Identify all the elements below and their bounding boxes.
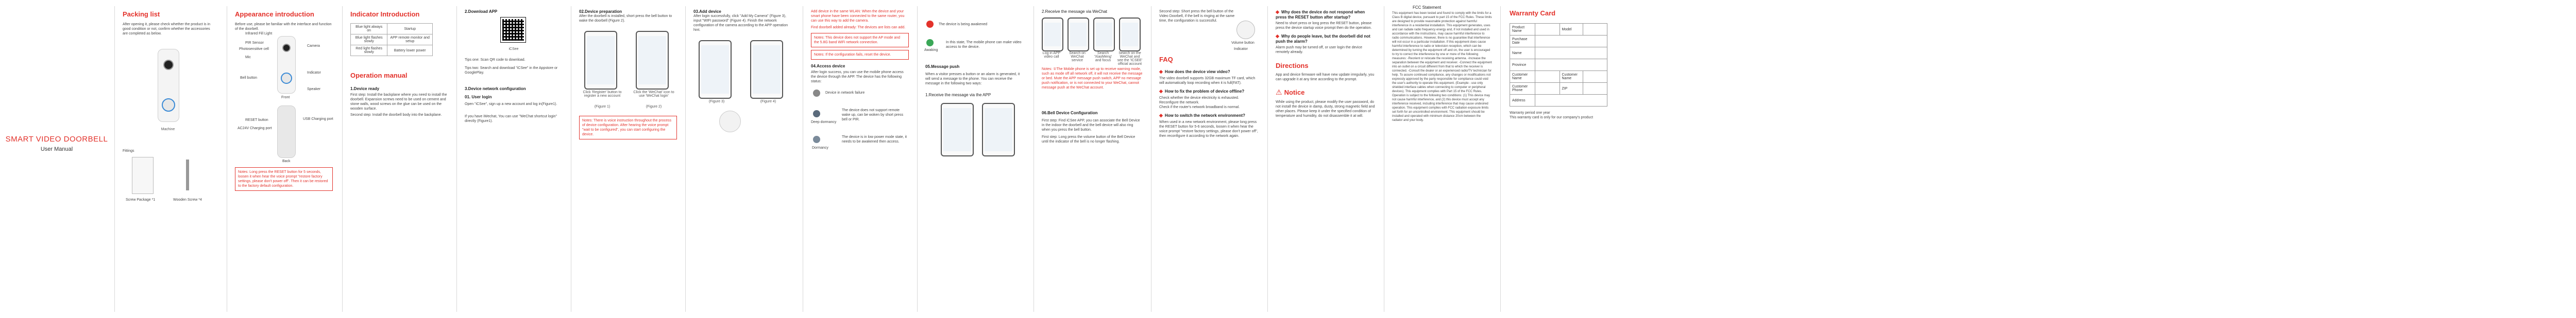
faq-q1: ◆ How does the device view video? — [1159, 69, 1230, 74]
indicator-meaning: APP remote monitor and setup — [387, 34, 433, 45]
appearance-title: Appearance introduction — [235, 10, 314, 18]
table-row — [1510, 59, 1607, 71]
wechat-caption: Click the 'WeChat' icon to use 'WeChat login' — [633, 91, 674, 98]
directions-title: Directions — [1276, 62, 1309, 69]
row-label: Name — [1510, 47, 1535, 59]
find-doorbell-note: Find doorbell added already: The devices are lists can add. — [811, 26, 906, 29]
bell-button-icon — [162, 98, 175, 112]
bell-button-icon — [281, 73, 292, 84]
cover-subtitle: User Manual — [40, 146, 73, 152]
figure-3-label: (Figure 3) — [708, 100, 725, 103]
wechat-caption-d: Search on the WeChat and see the 'ICSEE' official account — [1117, 51, 1143, 66]
zip-label: ZIP — [1560, 83, 1583, 95]
directions-panel — [1270, 0, 1381, 318]
table-row — [351, 34, 433, 45]
prep-notice: Notes: There is voice instruction throughout the process of device configuration. After hearing the voice prompt "wait to be configured", you can start configuring the device. — [579, 116, 677, 139]
appearance-panel — [230, 0, 338, 318]
camera-lens-icon — [282, 44, 291, 52]
faq-title: FAQ — [1159, 56, 1173, 63]
tip-two: Tips two: Search and download "iCSee" in the Appstore or GooglePlay. — [465, 66, 558, 75]
faq-a3: When used in a new network environment, please long press the RESET button for 5-6 seconds, loosen it when hear the voice prompt "restore factory settings, please don't power off", then reconfigure it according to the network again. — [1159, 120, 1258, 138]
operation-title: Operation manual — [350, 72, 408, 79]
faq-a5: Alarm push may be turned off, or user login the device remotely already. — [1276, 46, 1362, 54]
faq-a1: The video doorbell supports 32GB maximum TF card, which will automatically loop recording when it is full(FAT). — [1159, 77, 1256, 85]
row-label: Customer Name — [1510, 71, 1535, 83]
bell-indicator-label: Indicator — [1234, 47, 1248, 51]
pir-label: PIR Sensor — [245, 41, 264, 45]
photo-label: Photosensitive cell — [239, 47, 269, 51]
screw-package-label: Screw Package *1 — [126, 198, 156, 202]
step1-text: First step: Install the backplane where you need to install the doorbell. Expansion screws need to be used on cement and stone walls, wood screws on the glue can be used on the wooden surface. — [350, 93, 447, 111]
reset-notice: Notes: Long press the RESET button for 5 seconds, loosen it when hear the voice prompt "restore factory settings, please don't power off". Then it can be restored to the factory default configuration. — [235, 167, 333, 191]
model-label: Model — [1560, 24, 1583, 36]
prep-panel — [574, 0, 682, 318]
table-row — [1510, 24, 1607, 36]
step1-title: 1.Device ready — [350, 86, 380, 91]
fittings-label: Fittings — [123, 149, 134, 153]
register-caption: Click 'Register' button to register a new account — [583, 91, 622, 98]
packing-text: After opening it, please check whether the product is in good condition or not, confirm whether the accessories are completed as below. — [123, 23, 211, 36]
tip-one: Tips one: Scan QR code to download. — [465, 58, 526, 62]
prep-text: After the doorbell is installed, short press the bell button to wake the doorbell (Figure 2). — [579, 14, 672, 23]
divider — [1033, 6, 1034, 312]
phone-wechat-screen — [636, 31, 669, 90]
indicator-state: Blue light flashes slowly — [351, 34, 387, 45]
faq-a2b: Reconfigure the network. — [1159, 101, 1199, 104]
customer-label: Customer Name — [1560, 71, 1583, 83]
step1-text2: Second step: Install the doorbell body into the backplane. — [350, 113, 442, 117]
dormancy-text: The device is in low power mode state, it needs to be awakened then access. — [842, 135, 907, 144]
awaking-text: In this state, The mobile phone can make video access to the device. — [946, 41, 1022, 49]
row-label: Product Name — [1510, 24, 1535, 36]
warranty-title: Warranty Card — [1510, 9, 1556, 17]
speaker-label: Speaker — [307, 87, 321, 91]
qr-code — [501, 17, 526, 42]
ap-mode-notice: Notes: This device does not support the AP mode and the 5.8G band WiFi network connection. — [811, 33, 909, 47]
doorbell-back-image — [277, 105, 296, 158]
access-text: After login success, you can use the mobile phone access the device through the APP. The device has the following status: — [811, 70, 904, 83]
network-failure-label: Device in network failure — [825, 91, 865, 95]
awaking-icon — [926, 39, 934, 46]
download-title: 2.Download APP — [465, 9, 498, 14]
doorbell-front-image — [277, 36, 296, 94]
wechat-panel — [1037, 0, 1148, 318]
packing-panel — [116, 0, 219, 318]
divider — [917, 6, 918, 312]
cover-panel — [0, 0, 113, 318]
message-panel — [920, 0, 1030, 318]
divider — [342, 6, 343, 312]
ac-label: AC24V Charging port — [238, 127, 272, 130]
faq-a2c: Check if the router's network broadband is normal. — [1159, 105, 1240, 109]
warranty-footer-1: Warranty period one year — [1510, 111, 1550, 115]
phone-wechat-a — [1042, 17, 1063, 51]
wechat-caption-c: Search 'XiaoMeng' and focus — [1094, 51, 1112, 62]
doorbell-machine-image — [158, 49, 179, 122]
app-name: iCSee — [509, 47, 519, 51]
faq-q4: ◆ Why does the device do not respond when press the RESET button after startup? — [1276, 9, 1365, 20]
faq-q3: ◆ How to switch the network environment? — [1159, 113, 1245, 118]
front-label: Front — [281, 96, 290, 99]
network-failure-icon — [813, 90, 820, 97]
divider — [1267, 6, 1268, 312]
faq-q2: ◆ How to fix the problem of device offline? — [1159, 89, 1245, 94]
bell-second-step: Second step: Short press the bell button of the Video Doorbell, if the bell is ringing at the same time, the configuration is successful. — [1159, 10, 1235, 23]
phone-add-camera-screen — [699, 40, 732, 99]
add-panel — [688, 0, 800, 318]
faq-a2a: Check whether the device electricity is exhausted. — [1159, 96, 1239, 100]
fcc-panel — [1387, 0, 1497, 318]
fcc-text: This equipment has been tested and found to comply with the limits for a Class B digital device, pursuant to part 15 of the FCC Rules. These limits are designed to provide reasonable protection against harmful interference in a residential installation. This equipment generates, uses and can radiate radio frequency energy and, if not installed and used in accordance with the instructions, may cause harmful interference to radio communications. However, there is no guarantee that interference will not occur in a particular installation. If this equipment does cause harmful interference to radio or television reception, which can be determined by turning the equipment off and on, the user is encouraged to try to correct the interference by one or more of the following measures: -Reorient or relocate the receiving antenna. -Increase the separation between the equipment and receiver. -Connect the equipment into an outlet on a circuit different from that to which the receiver is connected. -Consult the dealer or an experienced radio/TV technician for help. To assure continued compliance, any changes or modifications not expressly approved by the party responsible for compliance could void the user's authority to operate this equipment. (Example - use only shielded interface cables when connecting to computer or peripheral devices). This equipment complies with Part 15 of the FCC Rules. Operation is subject to the following two conditions: (1) This device may not cause harmful interference, and (2) this device must accept any interference received, including interference that may cause undesired operation. This equipment complies with FCC radiation exposure limits set forth for an uncontrolled environment. This equipment should be installed and operated with minimum distance 20cm between the radiator and your body. — [1392, 12, 1492, 122]
receive-via-wechat-title: 2.Receive the message via WeChat — [1042, 9, 1108, 14]
indicator-panel — [345, 0, 453, 318]
camera-label: Camera — [307, 44, 320, 48]
indicator-meaning: Startup — [387, 24, 433, 34]
figure-2-label: (Figure 2) — [646, 105, 662, 109]
back-label: Back — [282, 160, 291, 163]
wechat-caption-a: Log in APP video call — [1042, 51, 1061, 59]
message-push-title: 05.Message push — [925, 64, 960, 69]
receive-via-app-title: 1.Receive the message via the APP — [925, 93, 991, 97]
table-row — [1510, 71, 1607, 83]
faq-a4: Need to short press or long press the RESET button, please press the device startup voice prompt then do the operation. — [1276, 22, 1372, 30]
deep-dormancy-label: Deep dormancy — [811, 120, 837, 124]
indicator-label: Indicator — [307, 71, 321, 75]
add-text: After login successfully, click "Add My Camera" (Figure 3), input "WIFI password" (Figure 4). Finish the network configuration of the camera according to the APP operation hint. — [693, 14, 788, 32]
indicator-title: Indicator Introduction — [350, 10, 420, 18]
fcc-title: FCC Statement — [1413, 5, 1442, 10]
phone-wechat-d — [1119, 17, 1141, 51]
user-login-title: 01. User login — [465, 95, 492, 99]
wooden-screw-image — [186, 160, 189, 190]
machine-label: Machine — [161, 128, 175, 131]
dormancy-icon — [813, 136, 820, 143]
infrared-label: Infrared Fill Light — [245, 32, 273, 36]
phone-wechat-b — [1067, 17, 1089, 51]
network-config-title: 3.Device network configuration — [465, 86, 526, 91]
awakening-icon — [926, 21, 934, 28]
mic-label: Mic — [245, 56, 251, 59]
figure-4-label: (Figure 4) — [760, 100, 776, 103]
bell-label: Bell button — [240, 76, 258, 80]
bell-config-text2: First step: Long press the volume button of the Bell Device until the indicator of the bell is no longer flashing. — [1042, 135, 1136, 144]
faq-q5: ◆ Why do people leave, but the doorbell did not push the alarm? — [1276, 33, 1370, 44]
cover-title: SMART VIDEO DOORBELL — [5, 135, 108, 144]
row-label: Province — [1510, 59, 1535, 71]
table-row — [1510, 83, 1607, 95]
download-panel — [460, 0, 568, 318]
divider — [456, 6, 457, 312]
indicator-meaning: Battery lower power — [387, 45, 433, 56]
reset-label: RESET button — [245, 118, 268, 122]
warranty-footer-2: This warranty card is only for our company's product — [1510, 116, 1594, 119]
indicator-state: Blue light always on — [351, 24, 387, 34]
row-label: Purchase Date — [1510, 36, 1535, 47]
notice-title: Notice — [1284, 89, 1305, 96]
login-text-1: Open "iCSee", sign up a new account and log in(Figure1). — [465, 102, 557, 106]
same-wlan-note: Add device in the same WLAN: When the device and your smart phone have been connected to the same router, you can use this way to add the camera. — [811, 10, 905, 23]
phone-alarm-screen — [982, 103, 1015, 156]
deep-dormancy-icon — [813, 110, 820, 117]
wooden-screw-label: Wooden Screw *4 — [173, 198, 202, 202]
bell-config-title: 06.Bell Device Configuration — [1042, 111, 1098, 115]
divider — [114, 6, 115, 312]
add-title: 03.Add device — [693, 9, 721, 14]
phone-register-screen — [584, 31, 617, 90]
indicator-table — [350, 23, 433, 56]
message-push-note: Notes: ①The Mobile phone is set up to receive warning mode, such as mode off all network off, it will not receive the message or bed. Mute the APP message push switch, APP no message push notification, or is not connected to your WeChat, cannot message push at the WeChat account. — [1042, 67, 1143, 90]
packing-title: Packing list — [123, 10, 160, 18]
row-label: Customer Phone — [1510, 83, 1535, 95]
access-title: 04.Access device — [811, 64, 845, 68]
phone-wechat-c — [1093, 17, 1115, 51]
divider — [1500, 6, 1501, 312]
deep-dormancy-text: The device does not support remote wake up, can be woken by short press bell or PIR. — [842, 109, 904, 121]
row-label: Address — [1510, 95, 1535, 107]
message-push-text: When a visitor presses a button or an alarm is generated, it will send a message to the phone. You can receive the message in the following two ways: — [925, 73, 1020, 85]
bell-config-text: First step: Find iCSee APP, you can associate the Bell Device in the indoor the doorbell and the bell device will also ring when you press the bell button. — [1042, 119, 1140, 132]
warning-icon: ⚠ — [1276, 88, 1282, 96]
awaking-label: Awaking — [924, 48, 938, 52]
wechat-caption-b: Search on WeChat service — [1069, 51, 1086, 62]
notice-text: While using the product, please modify the user password, do not install the device in damp, dusty, strong magnetic field and other places. Please keep it under the specified condition of temperature and humidity, do not disassemble it at will. — [1276, 100, 1375, 118]
bell-device-image — [1236, 21, 1255, 39]
access-panel — [806, 0, 914, 318]
directions-text: App and device firmware will have new update irregularly, you can upgrade it at any time according to the prompt. — [1276, 73, 1375, 81]
volume-button-label: Volume button — [1231, 41, 1255, 45]
phone-push-screen — [941, 103, 974, 156]
dormancy-label: Dormancy — [812, 146, 828, 150]
table-row — [1510, 47, 1607, 59]
table-row — [351, 45, 433, 56]
table-row — [351, 24, 433, 34]
screw-package-image — [132, 157, 154, 194]
table-row — [1510, 36, 1607, 47]
login-text-2: If you have iWechat, You can use "WeChat shortcut login" directly (Figure1). — [465, 115, 557, 123]
warranty-panel — [1503, 0, 1617, 318]
camera-lens-icon — [163, 60, 174, 70]
appearance-text: Before use, please be familiar with the interface and function of the doorbell. — [235, 23, 332, 31]
phone-wifi-password-screen — [750, 40, 783, 99]
config-fail-notice: Notes: If the configuration fails, reset the device. — [811, 50, 909, 60]
figure-1-label: (Figure 1) — [594, 105, 611, 109]
divider — [685, 6, 686, 312]
warranty-table — [1510, 23, 1607, 107]
hand-tap-icon — [719, 111, 741, 132]
usb-label: USB Charging port — [303, 117, 333, 121]
faq-panel — [1154, 0, 1264, 318]
table-row — [1510, 95, 1607, 107]
indicator-state: Red light flashes slowly — [351, 45, 387, 56]
awakening-label: The device is being awakened — [939, 23, 988, 26]
prep-title: 02.Device preparation — [579, 9, 622, 14]
